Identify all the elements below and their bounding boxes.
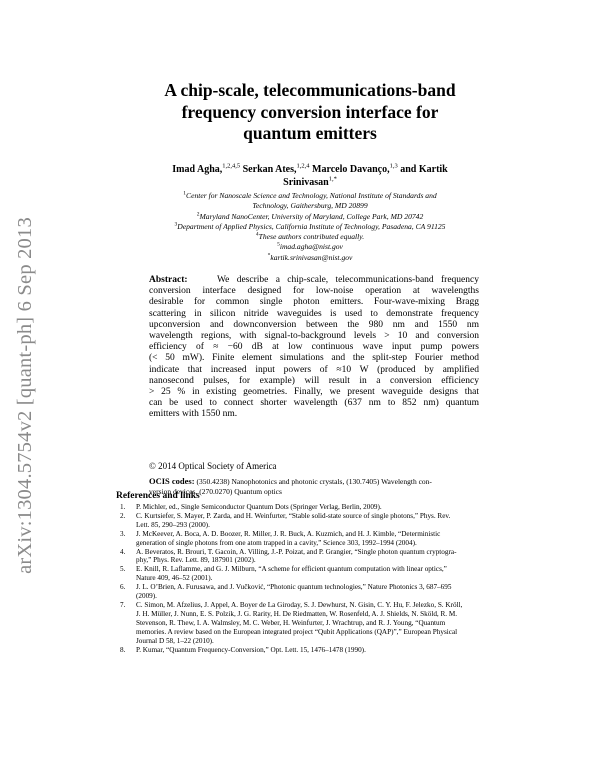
- paper-title: [120, 80, 500, 145]
- reference-number: 3.: [120, 529, 126, 538]
- abstract-line: (< 50 mW). Finite element simulations and the split-step Fourier method: [149, 353, 479, 364]
- author-name: and Kartik: [397, 164, 448, 175]
- ocis-text: (350.4238) Nanophotonics and photonic crystals, (130.7405) Wavelength con-: [194, 477, 432, 486]
- reference-item: [120, 530, 500, 548]
- ocis-text: version devices, (270.0270) Quantum optics: [149, 486, 282, 496]
- reference-item: [120, 601, 500, 646]
- abstract-line: conversion interface designed for low-noise operation at wavelengths: [149, 286, 479, 297]
- author-name: Imad Agha,: [172, 164, 223, 175]
- abstract-line: > 25 % in existing geometries. Finally, we present waveguide designs that: [149, 387, 479, 398]
- reference-text: J. H. Müller, J. Nunn, E. S. Polzik, J. G. Rarity, H. De Riedmatten, W. Rosenfeld, A. J. Shields, N. Sköld, R. M.: [136, 609, 458, 618]
- author-affil-marks: 1,2,4,5: [222, 162, 241, 170]
- reference-number: 6.: [120, 583, 126, 592]
- reference-text: Lett. 85, 290–293 (2000).: [136, 520, 210, 529]
- reference-text: Nature 409, 46–52 (2001).: [136, 574, 213, 583]
- affil-mark: 4: [255, 231, 259, 238]
- reference-text: P. Michler, ed., Single Semiconductor Quantum Dots (Springer Verlag, Berlin, 2009).: [136, 503, 382, 511]
- reference-text: J. McKeever, A. Boca, A. D. Boozer, R. Miller, J. R. Buck, A. Kuzmich, and H. J. Kimble, “Deterministic: [136, 529, 441, 538]
- author-list: [140, 163, 480, 189]
- reference-text: generation of single photons from one atom trapped in a cavity,” Science 303, 1992–1994 (2004).: [136, 538, 417, 547]
- affil-text: Department of Applied Physics, California Institute of Technology, Pasadena, CA 91125: [177, 221, 446, 231]
- reference-text: P. Kumar, “Quantum Frequency-Conversion,” Opt. Lett. 15, 1476–1478 (1990).: [136, 645, 366, 654]
- affil-text: Technology, Gaithersburg, MD 20899: [252, 201, 368, 211]
- reference-text: Stevenson, R. Thew, I. A. Walmsley, M. C. Weber, H. Weinfurter, J. Wrachtrup, and R. J. Young, “Quantum: [136, 618, 446, 627]
- affil-text: Center for Nanoscale Science and Technology, National Institute of Standards and: [186, 191, 437, 200]
- reference-number: 4.: [120, 547, 126, 556]
- reference-list: [120, 503, 500, 654]
- reference-text: C. Kurtsiefer, S. Mayer, P. Zarda, and H. Weinfurter, “Stable solid-state source of single photons,” Phys. Rev.: [136, 511, 451, 520]
- email-link[interactable]: kartik.srinivasan@nist.gov: [270, 252, 353, 262]
- abstract-line: indicate that increased input powers of ≈10 W (produced by amplified: [149, 364, 479, 375]
- abstract-line: can be used to connect shorter wavelength (637 nm to 852 nm) quantum: [149, 398, 479, 409]
- title-line: A chip-scale, telecommunications-band: [164, 80, 456, 100]
- affil-text: These authors contributed equally.: [258, 232, 365, 242]
- affil-mark: 5: [277, 241, 280, 248]
- affil-mark: 1: [183, 190, 187, 197]
- reference-item: [120, 503, 500, 512]
- abstract-line: wavelength regions, with signal-to-background levels > 10 and conversion: [149, 331, 479, 342]
- reference-text: (2009).: [136, 592, 157, 601]
- abstract-line: desirable for common single photon emitters. Four-wave-mixing Bragg: [149, 297, 479, 308]
- abstract-line: emitters with 1550 nm.: [149, 409, 238, 420]
- reference-text: phy,” Phys. Rev. Lett. 89, 187901 (2002).: [136, 556, 256, 565]
- reference-item: [120, 646, 500, 655]
- reference-number: 8.: [120, 645, 126, 654]
- affiliations: [140, 191, 480, 263]
- reference-text: Journal D 58, 1–22 (2010).: [136, 636, 214, 645]
- reference-text: C. Simon, M. Afzelius, J. Appel, A. Boyer de La Giroday, S. J. Dewhurst, N. Gisin, C. Y. Hu, F. Jelezko, S. Kröll,: [136, 600, 463, 609]
- title-line: quantum emitters: [243, 123, 377, 143]
- reference-item: [120, 565, 500, 583]
- affil-text: Maryland NanoCenter, University of Maryland, College Park, MD 20742: [199, 211, 424, 221]
- author-name: Marcelo Davanço,: [309, 164, 390, 175]
- abstract-line: efficiency of ≈ −60 dB at low continuous wave input pump powers: [149, 342, 479, 353]
- arxiv-identifier-text: arXiv:1304.5754v2 [quant-ph] 6 Sep 2013: [13, 216, 36, 574]
- reference-number: 5.: [120, 565, 126, 574]
- reference-text: A. Beveratos, R. Brouri, T. Gacoin, A. Villing, J.-P. Poizat, and P. Grangier, “Single photon quantum cryptogra-: [136, 547, 457, 556]
- title-line: frequency conversion interface for: [181, 101, 439, 122]
- arxiv-identifier: [10, 215, 40, 575]
- reference-text: J. L. O’Brien, A. Furusawa, and J. Vučković, “Photonic quantum technologies,” Nature Photonics 3, 687–695: [136, 583, 452, 592]
- author-affil-marks: 1,*: [328, 175, 337, 183]
- reference-number: 2.: [120, 511, 126, 520]
- author-name: Serkan Ates,: [240, 164, 297, 175]
- abstract-line: Abstract: We describe a chip-scale, telecommunications-band frequency: [149, 275, 479, 285]
- abstract-label: Abstract:: [149, 275, 188, 285]
- affil-mark: 3: [174, 221, 178, 228]
- reference-item: [120, 583, 500, 601]
- reference-number: 1.: [120, 503, 126, 511]
- reference-number: 7.: [120, 600, 126, 609]
- email-link[interactable]: imad.agha@nist.gov: [279, 242, 343, 252]
- affil-mark: 2: [196, 211, 200, 218]
- abstract-line: nanosecond pulses, for example) will result in a conversion efficiency: [149, 375, 479, 386]
- abstract-line: scattering in silicon nitride waveguides is used to demonstrate frequency: [149, 308, 479, 319]
- author-affil-marks: 1,2,4: [296, 162, 310, 170]
- reference-item: [120, 512, 500, 530]
- abstract: [149, 275, 479, 421]
- reference-item: [120, 548, 500, 566]
- affil-mark: *: [267, 252, 271, 259]
- author-affil-marks: 1,3: [389, 162, 398, 170]
- references-heading: References and links: [116, 491, 200, 501]
- ocis-label: OCIS codes:: [149, 476, 195, 486]
- copyright-notice: © 2014 Optical Society of America: [149, 461, 277, 471]
- reference-text: memories. A review based on the European integrated project “Qubit Applications (QAP)”,” European Physical: [136, 627, 458, 636]
- abstract-line: upconversion and downconversion between the 980 nm and 1550 nm: [149, 319, 479, 330]
- author-name: Srinivasan: [283, 177, 329, 188]
- reference-text: E. Knill, R. Laflamme, and G. J. Milburn, “A scheme for efficient quantum computation with linear optics,”: [136, 565, 447, 574]
